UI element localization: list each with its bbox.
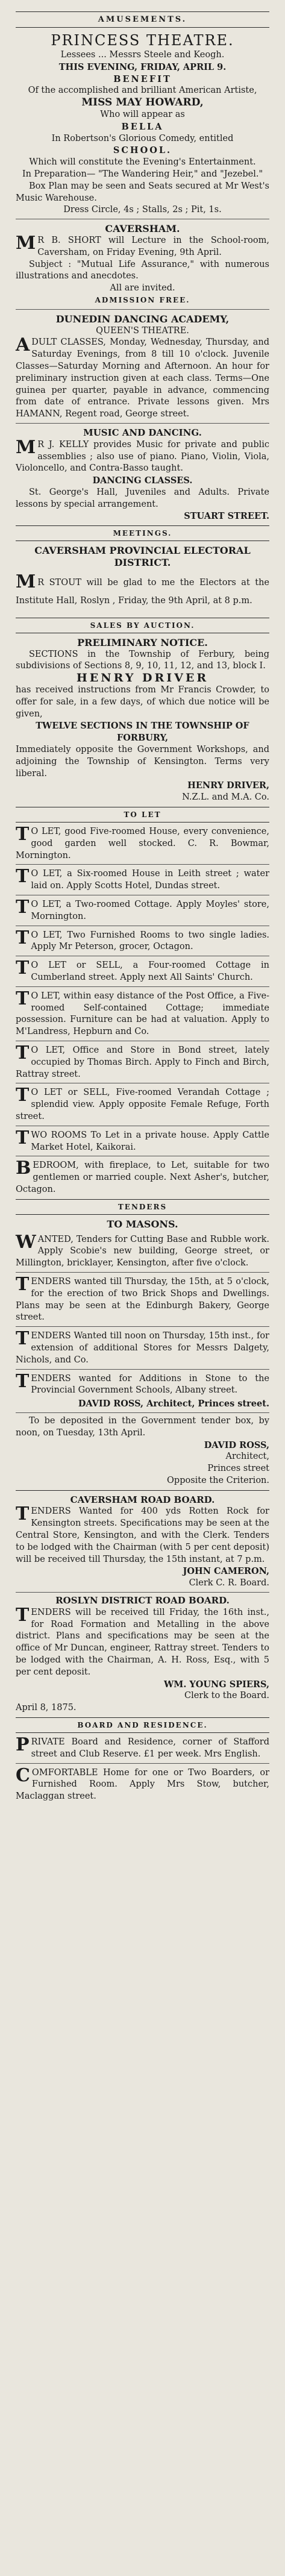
board-item: PRIVATE Board and Residence, corner of Stafford street and Club Reserve. £1 per week. Mrs English.: [16, 1734, 269, 1759]
dancing-classes-body: St. George's Hall, Juveniles and Adults. Private lessons by special arrangement.: [16, 487, 269, 509]
roslyn-body: TENDERS will be received till Friday, the 16th inst., for Road Formation and Metalling in the above district. Plans and specifications may be seen at the office of Mr Duncan, engineer, Rattray street. Tenders to be lodged with the Chairman, A. H. Ross, Esq., with 5 per cent deposit.: [16, 1604, 269, 1677]
roslyn-date: April 8, 1875.: [16, 1703, 77, 1713]
to-let-list: [16, 826, 269, 1196]
tender-deposited: To be deposited in the Government tender box, by noon, on Tuesday, 13th April.: [16, 1415, 269, 1438]
divider: [16, 864, 269, 865]
divider: [16, 27, 269, 28]
theatre-title: PRINCESS THEATRE.: [51, 32, 234, 49]
auction-location: Immediately opposite the Government Workshops, and adjoining the Township of Kensington. Terms very liberal.: [16, 745, 269, 779]
divider: [16, 1199, 269, 1200]
music-title: MUSIC AND DANCING.: [83, 427, 202, 438]
tender-item: WANTED, Tenders for Cutting Base and Rubble work. Apply Scobie's new building, George street, or Millington, bricklayer, Kensington, after five o'clock.: [16, 1231, 269, 1268]
roslyn-title: ROSLYN DISTRICT ROAD BOARD.: [55, 1595, 230, 1606]
to-let-item: TO LET, good Five-roomed House, every convenience, good garden well stocked. C. R. Bowmar, Mornington.: [16, 824, 269, 860]
play-bella: BELLA: [121, 121, 164, 132]
tender-sign2-role: Architect,: [225, 1452, 269, 1462]
caversham-title: CAVERSHAM.: [105, 223, 180, 235]
auction-body: has received instructions from Mr Francis Crowder, to offer for sale, in a few days, of which due notice will be given,: [16, 685, 269, 719]
tender-sign2: DAVID ROSS,: [204, 1440, 269, 1450]
divider: [16, 1592, 269, 1593]
artiste-name: MISS MAY HOWARD,: [81, 96, 204, 109]
tender-item: TENDERS wanted for Additions in Stone to the Provincial Government Schools, Albany street.: [16, 1370, 269, 1396]
to-let-item: BEDROOM, with fireplace, to Let, suitable for two gentlemen or married couple. Next Asher's, butcher, Octagon.: [16, 1158, 269, 1194]
dancing-academy-ad: [16, 313, 269, 421]
lecture-subject: Subject : "Mutual Life Assurance," with numerous illustrations and anecdotes.: [16, 259, 269, 281]
divider: [16, 1490, 269, 1491]
road-board-title: CAVERSHAM ROAD BOARD.: [70, 1494, 215, 1505]
divider: [16, 986, 269, 987]
tender-list: [16, 1231, 269, 1397]
tender-item: TENDERS wanted till Thursday, the 15th, at 5 o'clock, for the erection of two Brick Shops and Dwellings. Plans may be seen at the Edinburgh Bakery, George street.: [16, 1273, 269, 1323]
admission-free: ADMISSION FREE.: [95, 295, 190, 304]
benefit: BENEFIT: [113, 74, 172, 84]
benefit-of: Of the accomplished and brilliant American Artiste,: [28, 86, 257, 96]
music-dancing-ad: [16, 427, 269, 522]
board-list: [16, 1734, 269, 1803]
evening: THIS EVENING, FRIDAY, APRIL 9.: [58, 61, 227, 72]
divider: [16, 1214, 269, 1215]
tender-sign2-opp: Opposite the Criterion.: [167, 1475, 269, 1485]
road-board-ad: [16, 1494, 269, 1714]
divider: [16, 1272, 269, 1273]
section-heading-board: BOARD AND RESIDENCE.: [77, 1721, 208, 1730]
divider: [16, 423, 269, 424]
divider: [16, 1763, 269, 1764]
roslyn-sign-role: Clerk to the Board.: [184, 1691, 269, 1701]
box-plan: Box Plan may be seen and Seats secured at Mr West's Music Warehouse.: [16, 181, 269, 203]
divider: [16, 525, 269, 526]
dancing-rooms: QUEEN'S THEATRE.: [96, 325, 189, 336]
divider: [16, 309, 269, 310]
auction-ad: [16, 637, 269, 804]
divider: [16, 1717, 269, 1718]
music-address: STUART STREET.: [184, 511, 269, 522]
auction-sign: HENRY DRIVER,: [187, 780, 269, 791]
to-let-item: TO LET, within easy distance of the Post Office, a Five-roomed Self-contained Cottage; immediate possession. Furniture can be had at valuation. Apply to M'Landress, Hepburn and Co.: [16, 988, 269, 1037]
to-let-item: TO LET, a Two-roomed Cottage. Apply Moyles' store, Mornington.: [16, 897, 269, 921]
roslyn-sign: WM. YOUNG SPIERS,: [163, 1679, 269, 1690]
caversham-lecture-ad: [16, 223, 269, 307]
play-school-desc: Which will constitute the Evening's Entertainment.: [29, 157, 256, 168]
appear-as: Who will appear as: [100, 109, 185, 119]
divider: [16, 822, 269, 823]
lecture-invited: All are invited.: [110, 283, 175, 293]
section-heading-to-let: TO LET: [124, 810, 161, 819]
meeting-title: CAVERSHAM PROVINCIAL ELECTORAL DISTRICT.: [34, 545, 251, 569]
to-let-item: TWO ROOMS To Let in a private house. Apply Cattle Market Hotel, Kaikorai.: [16, 1127, 269, 1152]
dancing-body: ADULT CLASSES, Monday, Wednesday, Thursday, and Saturday Evenings, from 8 till 10 o'clock. Juvenile Classes—Saturday Morning and Afternoon. An hour for preliminary instruction given at each class. Terms—One guinea per quarter, payable in advance, commencing from date of entrance. Private lessons given. Mrs HAMANN, Regent road, George street.: [16, 334, 269, 419]
music-body: MR J. KELLY provides Music for private and public assemblies ; also use of piano. Piano, Violin, Viola, Violoncello, and Contra-Basso taught.: [16, 436, 269, 474]
road-board-sign-role: Clerk C. R. Board.: [189, 1578, 269, 1588]
divider: [16, 1369, 269, 1370]
prices: Dress Circle, 4s ; Stalls, 2s ; Pit, 1s.: [63, 205, 222, 215]
to-let-item: TO LET or SELL, Five-roomed Verandah Cottage ; splendid view. Apply opposite Female Refuge, Forth street.: [16, 1085, 269, 1121]
divider: [16, 11, 269, 12]
section-heading-amusements: AMUSEMENTS.: [98, 15, 187, 24]
to-let-item: TO LET, Two Furnished Rooms to two single ladies. Apply Mr Peterson, grocer, Octagon.: [16, 927, 269, 952]
section-heading-meetings: MEETINGS.: [113, 529, 172, 538]
lecture-body: MR B. SHORT will Lecture in the School-room, Caversham, on Friday Evening, 9th April.: [16, 232, 269, 257]
meeting-body: MR STOUT will be glad to me the Electors at the Institute Hall, Roslyn , Friday, the 9th April, at 8 p.m.: [16, 571, 269, 606]
play-school: SCHOOL.: [113, 145, 172, 156]
tender-sign: DAVID ROSS, Architect, Princes street.: [78, 1399, 269, 1409]
to-let-item: TO LET or SELL, a Four-roomed Cottage in Cumberland street. Apply next All Saints' Church.: [16, 957, 269, 982]
tenders-block: [16, 1218, 269, 1487]
board-item: COMFORTABLE Home for one or Two Boarders, or Furnished Room. Apply Mrs Stow, butcher, Maclaggan street.: [16, 1764, 269, 1802]
theatre-ad: [16, 31, 269, 216]
lessees: Lessees ... Messrs Steele and Keogh.: [60, 50, 225, 60]
divider: [16, 1412, 269, 1413]
masons-title: TO MASONS.: [107, 1218, 178, 1230]
meeting-ad: [16, 545, 269, 615]
tender-item: TENDERS Wanted till noon on Thursday, 15th inst., for extension of additional Stores for Messrs Dalgety, Nichols, and Co.: [16, 1328, 269, 1365]
to-let-item: TO LET, Office and Store in Bond street, lately occupied by Thomas Birch. Apply to Finch and Birch, Rattray street.: [16, 1042, 269, 1079]
dancing-title: DUNEDIN DANCING ACADEMY,: [55, 313, 230, 325]
dancing-classes: DANCING CLASSES.: [92, 475, 193, 486]
in-preparation: In Preparation— "The Wandering Heir," and "Jezebel.": [22, 169, 263, 179]
road-board-sign: JOHN CAMERON,: [183, 1566, 269, 1577]
road-board-body: TENDERS Wanted for 400 yds Rotten Rock for Kensington streets. Specifications may be seen at the Central Store, Kensington, and with the Clerk. Tenders to be lodged with the Chairman (with 5 per cent deposit) will be received till Thursday, the 15th instant, at 7 p.m.: [16, 1503, 269, 1564]
auctioneer-name: HENRY DRIVER: [76, 671, 209, 685]
preliminary-notice: PRELIMINARY NOTICE.: [77, 636, 208, 648]
to-let-item: TO LET, a Six-roomed House in Leith street ; water laid on. Apply Scotts Hotel, Dundas street.: [16, 866, 269, 891]
auction-sign-company: N.Z.L. and M.A. Co.: [182, 792, 269, 803]
divider: [16, 1732, 269, 1733]
divider: [16, 1326, 269, 1327]
play-bella-desc: In Robertson's Glorious Comedy, entitled: [51, 133, 234, 143]
section-heading-tenders: TENDERS: [117, 1202, 168, 1211]
tender-sign2-street: Princes street: [207, 1464, 269, 1474]
twelve-sections: TWELVE SECTIONS IN THE TOWNSHIP OF FORBURY,: [36, 721, 249, 744]
sections-text: SECTIONS in the Township of Ferbury, being subdivisions of Sections 8, 9, 10, 11, 12, and 13, block I.: [16, 649, 269, 671]
section-heading-sales: SALES BY AUCTION.: [90, 621, 195, 630]
